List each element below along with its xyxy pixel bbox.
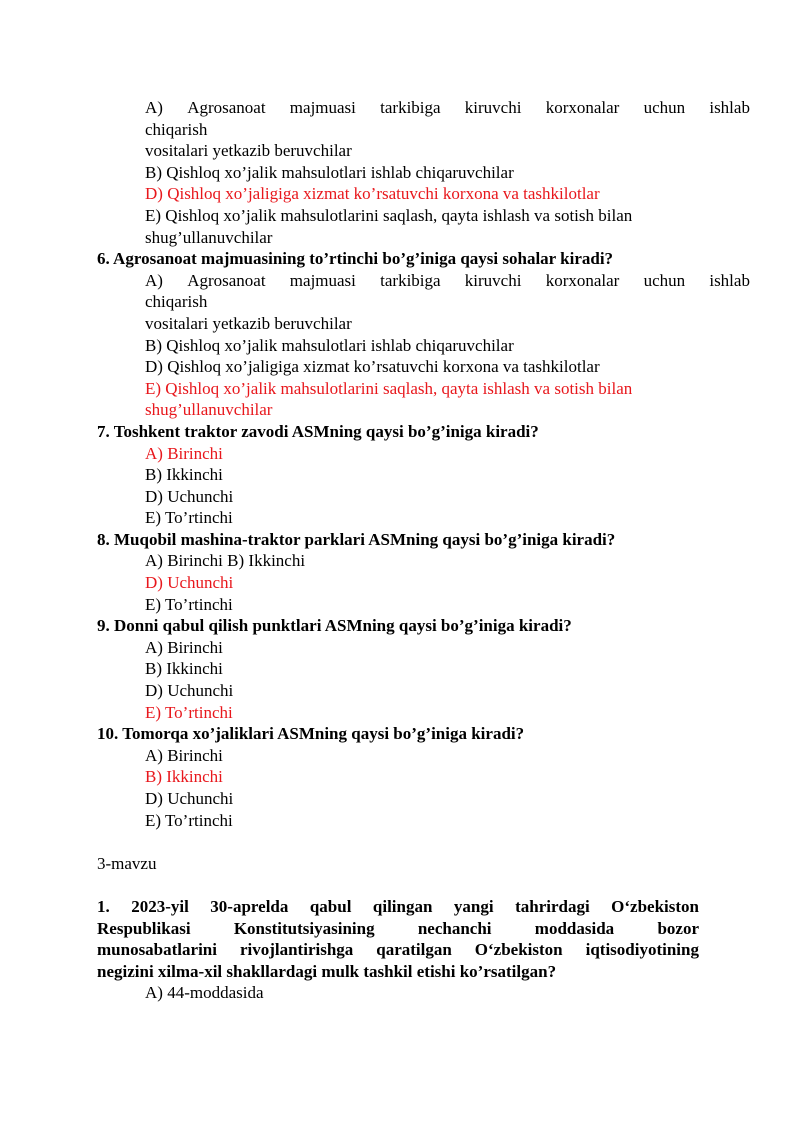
q6-option-a-word: tarkibiga [380, 270, 441, 290]
q5-option-a-line2: chiqarish [145, 119, 208, 139]
q6-option-e-line2-correct: shug’ullanuvchilar [145, 400, 273, 420]
q5-option-a-line1 [145, 97, 750, 119]
q7-question: 7. Toshkent traktor zavodi ASMning qaysi bo’g’iniga kiradi? [97, 421, 539, 441]
t3-q1-line2-word: bozor [657, 918, 699, 938]
t3-q1-line3-word: munosabatlarini [97, 940, 217, 960]
q10-question: 10. Tomorqa xo’jaliklari ASMning qaysi bo’g’iniga kiradi? [97, 724, 525, 744]
q6-option-a-word: korxonalar [545, 270, 620, 290]
q5-option-a-word: ishlab [709, 98, 750, 117]
t3-q1-line1-word: tahrirdagi [515, 896, 590, 916]
q6-option-a-word: ishlab [709, 270, 750, 290]
q7-option-b: B) Ikkinchi [145, 465, 223, 485]
q7-option-a-correct: A) Birinchi [145, 443, 223, 463]
document-page [0, 97, 800, 1004]
t3-q1-line3-word: rivojlantirishga [239, 940, 354, 960]
t3-q1-line3-word: qaratilgan [376, 940, 452, 960]
q5-option-a-word: kiruvchi [464, 98, 522, 117]
q6-option-b: B) Qishloq xo’jalik mahsulotlari ishlab chiqaruvchilar [145, 335, 514, 355]
q7-option-d: D) Uchunchi [145, 486, 234, 506]
t3-q1-line1-word: qilingan [372, 896, 433, 916]
t3-q1-line1-word: qabul [309, 896, 352, 916]
t3-q1-line1 [97, 896, 699, 918]
t3-q1-line2-word: Respublikasi [97, 918, 191, 938]
q5-option-a-word: Agrosanoat [187, 98, 266, 117]
q8-option-ab: A) Birinchi B) Ikkinchi [145, 551, 306, 571]
t3-q1-line3-word: O‘zbekiston [474, 940, 563, 960]
q5-option-a-word: majmuasi [289, 98, 356, 117]
q5-option-b: B) Qishloq xo’jalik mahsulotlari ishlab chiqaruvchilar [145, 162, 514, 182]
t3-q1-line1-word: O‘zbekiston [611, 896, 699, 916]
q10-option-e: E) To’rtinchi [145, 810, 233, 830]
t3-q1-option-a: A) 44-moddasida [145, 983, 264, 1003]
q9-option-e-correct: E) To’rtinchi [145, 702, 233, 722]
q5-option-a-word: A) [145, 98, 163, 117]
q6-option-d: D) Qishloq xo’jaligiga xizmat ko’rsatuvchi korxona va tashkilotlar [145, 357, 600, 377]
q6-option-a-word: A) [145, 270, 163, 290]
t3-q1-line1-word: yangi [453, 896, 494, 916]
t3-q1-line1-word: 1. [97, 896, 110, 916]
q9-option-a: A) Birinchi [145, 637, 223, 657]
q6-option-a-line3: vositalari yetkazib beruvchilar [145, 313, 352, 333]
t3-q1-line2 [97, 918, 699, 940]
q6-question: 6. Agrosanoat majmuasining to’rtinchi bo’g’iniga qaysi sohalar kiradi? [97, 249, 614, 269]
q6-option-a-word: Agrosanoat [187, 270, 266, 290]
t3-q1-line2-word: nechanchi [417, 918, 492, 938]
q10-option-b-correct: B) Ikkinchi [145, 767, 223, 787]
t3-q1-line3 [97, 939, 699, 961]
q9-option-d: D) Uchunchi [145, 681, 234, 701]
t3-q1-line1-word: 30-aprelda [210, 896, 289, 916]
q6-option-a-word: kiruvchi [464, 270, 522, 290]
q8-question: 8. Muqobil mashina-traktor parklari ASMning qaysi bo’g’iniga kiradi? [97, 529, 616, 549]
q10-option-a: A) Birinchi [145, 745, 223, 765]
q6-option-a-line1 [145, 270, 750, 292]
q5-option-a-word: korxonalar [545, 98, 620, 117]
spacer [0, 874, 800, 896]
section-title: 3-mavzu [97, 853, 157, 873]
q5-option-a-word: uchun [643, 98, 686, 117]
q9-question: 9. Donni qabul qilish punktlari ASMning qaysi bo’g’iniga kiradi? [97, 616, 572, 636]
t3-q1-line2-word: Konstitutsiyasining [233, 918, 375, 938]
q10-option-d: D) Uchunchi [145, 789, 234, 808]
t3-q1-line2-word: moddasida [534, 918, 615, 938]
q8-option-e: E) To’rtinchi [145, 594, 233, 614]
q5-option-e-line1: E) Qishloq xo’jalik mahsulotlarini saqlash, qayta ishlash va sotish bilan [145, 205, 633, 225]
q6-option-a-line2: chiqarish [145, 292, 208, 312]
q6-option-a-word: uchun [643, 270, 686, 290]
q9-option-b: B) Ikkinchi [145, 659, 223, 679]
q5-option-e-line2: shug’ullanuvchilar [145, 227, 273, 247]
q5-option-d-correct: D) Qishloq xo’jaligiga xizmat ko’rsatuvchi korxona va tashkilotlar [145, 184, 600, 204]
q5-option-a-line3: vositalari yetkazib beruvchilar [145, 141, 352, 161]
q8-option-d-correct: D) Uchunchi [145, 573, 234, 593]
spacer [0, 831, 800, 853]
q6-option-e-line1-correct: E) Qishloq xo’jalik mahsulotlarini saqlash, qayta ishlash va sotish bilan [145, 378, 633, 398]
t3-q1-line4: negizini xilma-xil shakllardagi mulk tashkil etishi ko’rsatilgan? [97, 961, 557, 981]
q6-option-a-word: majmuasi [289, 270, 356, 290]
q5-option-a-word: tarkibiga [380, 98, 441, 117]
q7-option-e: E) To’rtinchi [145, 508, 233, 528]
t3-q1-line3-word: iqtisodiyotining [585, 940, 699, 960]
t3-q1-line1-word: 2023-yil [131, 896, 189, 916]
